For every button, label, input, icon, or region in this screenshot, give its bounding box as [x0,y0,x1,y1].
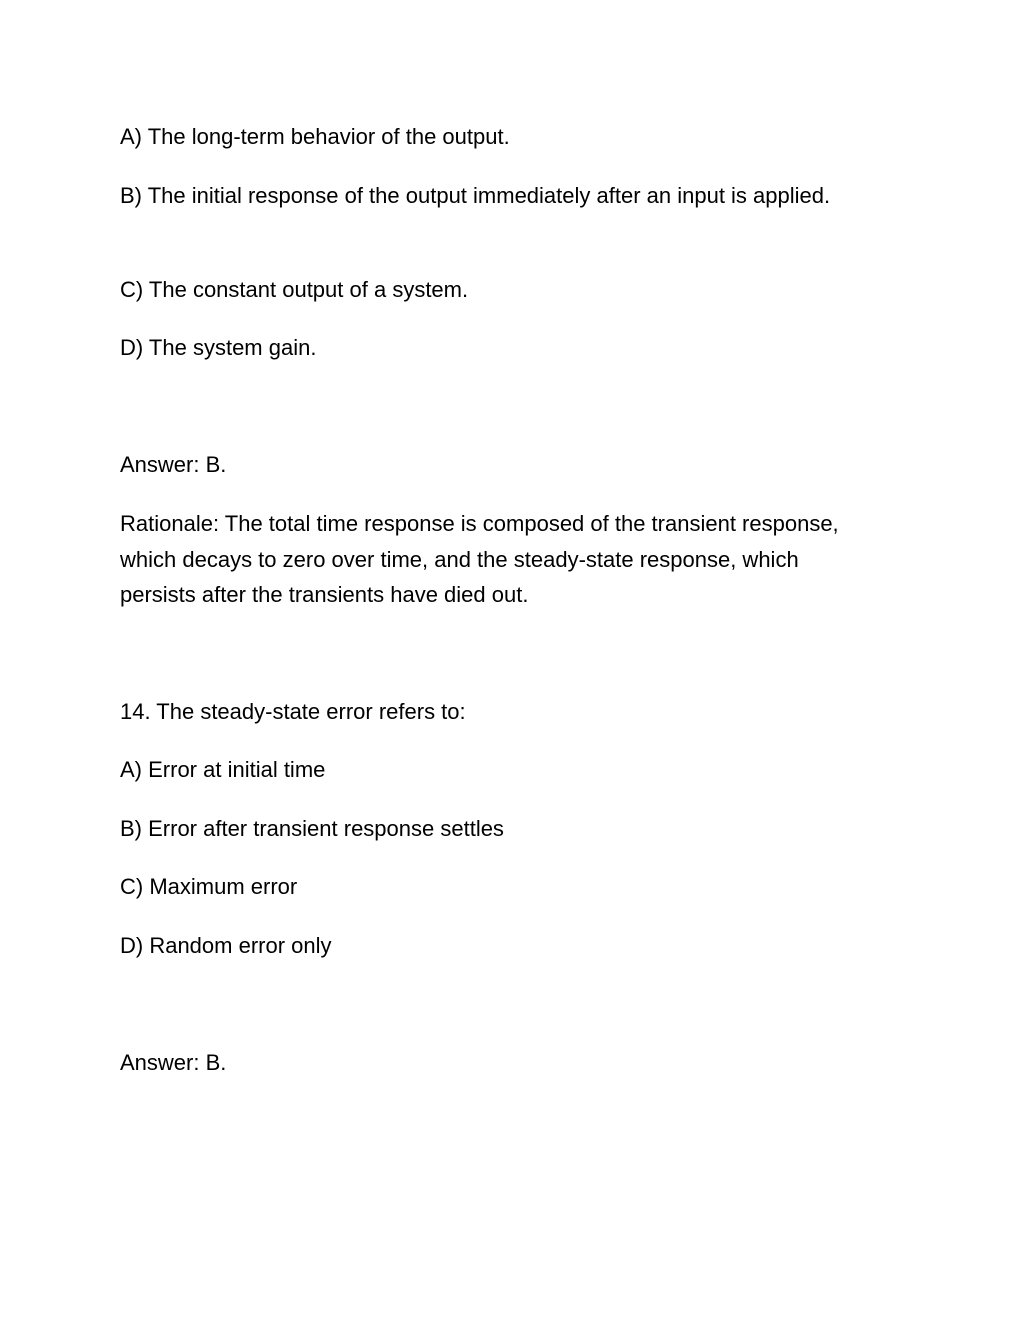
q14-answer: Answer: B. [120,1050,227,1075]
q14-question: 14. The steady-state error refers to: [120,699,466,724]
q13-option-c: C) The constant output of a system. [120,277,469,302]
q13-option-a: A) The long-term behavior of the output. [120,124,510,149]
q13-rationale: Rationale: The total time response is composed of the transient response, which decays to zero over time, and the steady-state response, which persists after the transients have died out. [120,511,839,607]
q14-option-b: B) Error after transient response settles [120,816,504,841]
q14-option-d: D) Random error only [120,933,332,958]
q13-option-b: B) The initial response of the output immediately after an input is applied. [120,183,831,208]
q14-option-a: A) Error at initial time [120,757,326,782]
q13-answer: Answer: B. [120,452,227,477]
q14-option-c: C) Maximum error [120,874,298,899]
q13-option-d: D) The system gain. [120,335,317,360]
